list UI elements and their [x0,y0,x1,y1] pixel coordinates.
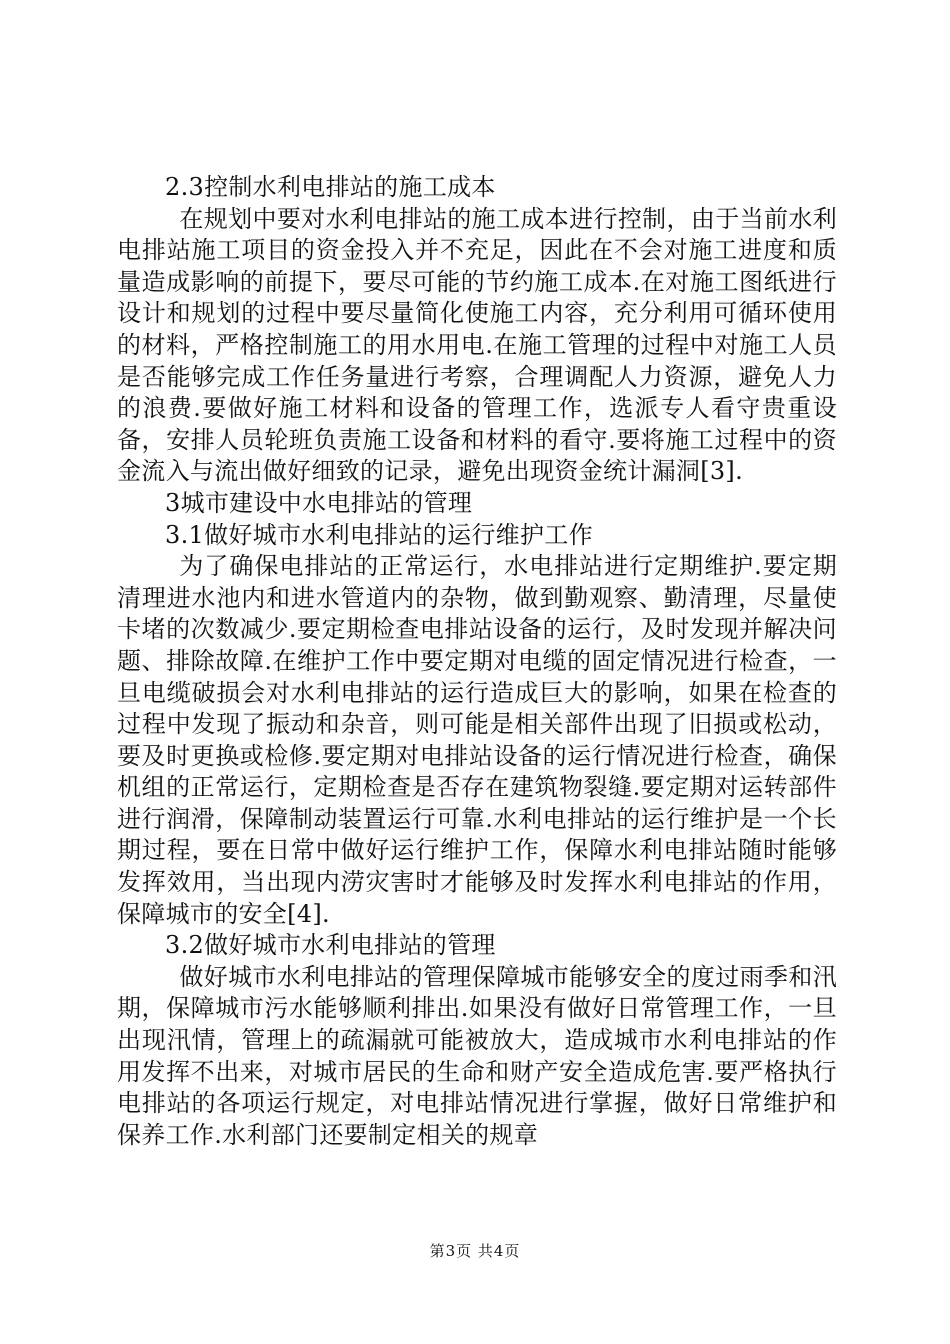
paragraph-maintenance: 为了确保电排站的正常运行，水电排站进行定期维护.要定期清理进水池内和进水管道内的杂物，做到勤观察、勤清理，尽量使卡堵的次数减少.要定期检查电排站设备的运行，及时发现并解决问题、排除故障.在维护工作中要定期对电缆的固定情况进行检查，一旦电缆破损会对水利电排站的运行造成巨大的影响，如果在检查的过程中发现了振动和杂音，则可能是相关部件出现了旧损或松动，要及时更换或检修.要定期对电排站设备的运行情况进行检查，确保机组的正常运行，定期检查是否存在建筑物裂缝.要定期对运转部件进行润滑，保障制动装置运行可靠.水利电排站的运行维护是一个长期过程，要在日常中做好运行维护工作，保障水利电排站随时能够发挥效用，当出现内涝灾害时才能够及时发挥水利电排站的作用，保障城市的安全[4]. [117,552,837,928]
paragraph-management: 做好城市水利电排站的管理保障城市能够安全的度过雨季和汛期，保障城市污水能够顺利排出.如果没有做好日常管理工作，一旦出现汛情，管理上的疏漏就可能被放大，造成城市水利电排站的作用发挥不出来，对城市居民的生命和财产安全造成危害.要严格执行电排站的各项运行规定，对电排站情况进行掌握，做好日常维护和保养工作.水利部门还要制定相关的规章 [117,962,837,1149]
section-heading-2-3: 2.3控制水利电排站的施工成本 [165,173,496,201]
paragraph-construction-cost: 在规划中要对水利电排站的施工成本进行控制，由于当前水利电排站施工项目的资金投入并不充足，因此在不会对施工进度和质量造成影响的前提下，要尽可能的节约施工成本.在对施工图纸进行设计和规划的过程中要尽量简化使施工内容，充分利用可循环使用的材料，严格控制施工的用水用电.在施工管理的过程中对施工人员是否能够完成工作任务量进行考察，合理调配人力资源，避免人力的浪费.要做好施工材料和设备的管理工作，选派专人看守贵重设备，安排人员轮班负责施工设备和材料的看守.要将施工过程中的资金流入与流出做好细致的记录，避免出现资金统计漏洞[3]. [117,204,837,486]
section-heading-3: 3城市建设中水电排站的管理 [165,488,473,517]
document-body [117,172,837,1151]
section-heading-3-2: 3.2做好城市水利电排站的管理 [165,931,496,960]
section-heading-3-1: 3.1做好城市水利电排站的运行维护工作 [165,520,593,549]
page-number-footer: 第3页 共4页 [429,1242,521,1260]
